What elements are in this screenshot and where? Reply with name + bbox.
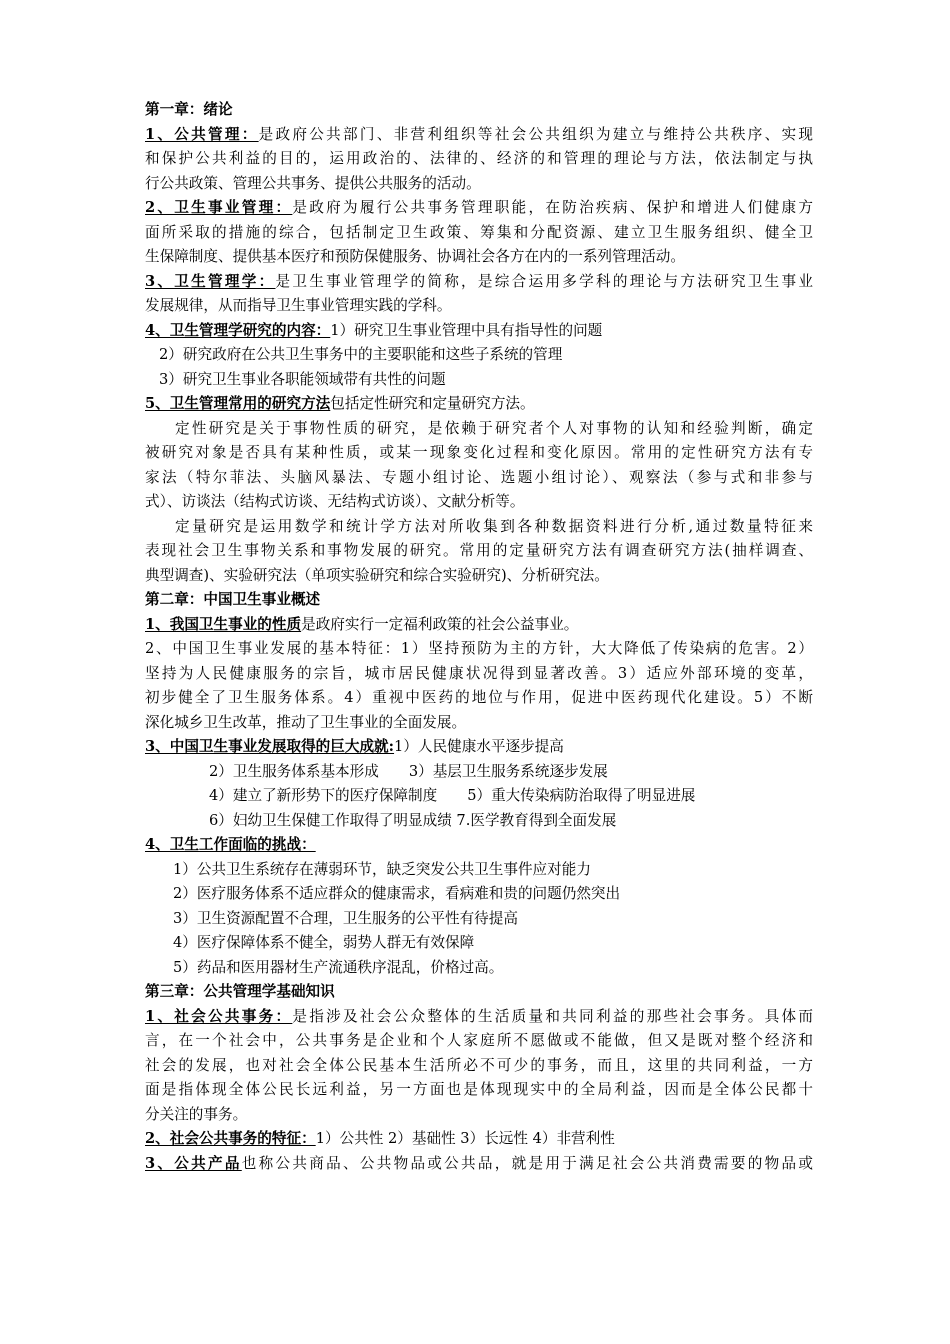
ch2-sec3-line3: 4）建立了新形势下的医疗保障制度 5）重大传染病防治取得了明显进展 (209, 787, 696, 804)
ch1-sec3-heading: 3、卫生管理学： (145, 272, 276, 290)
ch2-sec3-line4: 6）妇幼卫生保健工作取得了明显成绩 7.医学教育得到全面发展 (209, 811, 617, 829)
ch1-sec4-item3: 3）研究卫生事业各职能领域带有共性的问题 (159, 370, 446, 388)
ch1-qualitative-line4: 式）、访谈法（结构式访谈、无结构式访谈）、文献分析等。 (145, 493, 525, 510)
ch1-quantitative-line2: 表现社会卫生事物关系和事物发展的研究。常用的定量研究方法有调查研究方法(抽样调查、 (145, 542, 813, 559)
ch1-sec4-heading: 4、卫生管理学研究的内容： (145, 321, 331, 339)
ch1-sec2-heading: 2、卫生事业管理： (145, 199, 293, 216)
ch1-qualitative-line3: 家法（特尔菲法、头脑风暴法、专题小组讨论、选题小组讨论）、观察法（参与式和非参与 (145, 468, 813, 486)
ch1-sec4-item2: 2）研究政府在公共卫生事务中的主要职能和这些子系统的管理 (159, 346, 563, 363)
document-page (145, 98, 813, 1176)
ch2-challenge-item: 1）公共卫生系统存在薄弱环节，缺乏突发公共卫生事件应对能力 (173, 860, 591, 878)
ch1-sec2-line3: 生保障制度、提供基本医疗和预防保健服务、协调社会各方在内的一系列管理活动。 (145, 248, 685, 265)
ch1-sec4-line1: 4、卫生管理学研究的内容：1）研究卫生事业管理中具有指导性的问题 (145, 321, 603, 339)
ch1-quantitative-line3: 典型调查)、实验研究法（单项实验研究和综合实验研究)、分析研究法。 (145, 566, 609, 584)
chapter-3-title: 第三章：公共管理学基础知识 (145, 983, 335, 1000)
ch1-sec1-line2: 和保护公共利益的目的，运用政治的、法律的、经济的和管理的理论与方法，依法制定与执 (145, 150, 813, 167)
ch1-sec5-line1: 5、卫生管理常用的研究方法包括定性研究和定量研究方法。 (145, 395, 535, 412)
ch2-sec2-line3: 初步健全了卫生服务体系。4）重视中医药的地位与作用，促进中医药现代化建设。5）不断 (145, 689, 813, 706)
ch2-sec4-heading: 4、卫生工作面临的挑战： (145, 836, 316, 853)
ch1-sec1-heading: 1、公共管理： (145, 125, 259, 143)
ch3-sec1-line3: 社会的发展，也对社会全体公民基本生活所必不可少的事务，而且，这里的共同利益，一方 (145, 1056, 813, 1074)
ch2-sec2-line2: 坚持为人民健康服务的宗旨，城市居民健康状况得到显著改善。3）适应外部环境的变革， (145, 664, 813, 682)
chapter-1-title: 第一章：绪论 (145, 101, 233, 118)
ch3-sec1-line2: 言，在一个社会中，公共事务是企业和个人家庭所不愿做或不能做，但又是既对整个经济和 (145, 1032, 813, 1049)
ch2-sec3-line1: 3、中国卫生事业发展取得的巨大成就:1）人民健康水平逐步提高 (145, 738, 564, 755)
ch1-sec3-line1: 3、卫生管理学：是卫生事业管理学的简称，是综合运用多学科的理论与方法研究卫生事业 (145, 272, 814, 290)
ch1-sec1-line3: 行公共政策、管理公共事务、提供公共服务的活动。 (145, 174, 481, 192)
ch1-sec2-line2: 面所采取的措施的综合，包括制定卫生政策、筹集和分配资源、建立卫生服务组织、健全卫 (145, 223, 813, 241)
ch2-sec2-line4: 深化城乡卫生改革，推动了卫生事业的全面发展。 (145, 713, 467, 731)
ch2-sec1-heading: 1、我国卫生事业的性质 (145, 615, 302, 633)
ch1-quantitative-line1: 定量研究是运用数学和统计学方法对所收集到各种数据资料进行分析,通过数量特征来 (175, 517, 813, 535)
ch3-sec3-line1: 3、公共产品也称公共商品、公共物品或公共品，就是用于满足社会公共消费需要的物品或 (145, 1154, 813, 1172)
ch1-sec1-line1: 1、公共管理：是政府公共部门、非营利组织等社会公共组织为建立与维持公共秩序、实现 (145, 125, 813, 143)
ch2-challenge-item: 4）医疗保障体系不健全，弱势人群无有效保障 (173, 934, 475, 951)
ch3-sec1-heading: 1、社会公共事务： (145, 1007, 293, 1025)
ch2-sec4-line1 (145, 833, 813, 858)
ch1-sec5-heading: 5、卫生管理常用的研究方法 (145, 395, 331, 412)
ch3-sec1-line1: 1、社会公共事务：是指涉及社会公众整体的生活质量和共同利益的那些社会事务。具体而 (145, 1007, 813, 1025)
ch3-sec1-line5: 分关注的事务。 (145, 1105, 248, 1123)
ch2-sec3-heading: 3、中国卫生事业发展取得的巨大成就: (145, 738, 395, 755)
ch1-sec2-line1: 2、卫生事业管理：是政府为履行公共事务管理职能，在防治疾病、保护和增进人们健康方 (145, 199, 813, 216)
ch2-sec1-line1: 1、我国卫生事业的性质是政府实行一定福利政策的社会公益事业。 (145, 615, 579, 633)
ch2-challenge-item: 3）卫生资源配置不合理，卫生服务的公平性有待提高 (173, 909, 518, 927)
ch1-qualitative-line1: 定性研究是关于事物性质的研究，是依赖于研究者个人对事物的认知和经验判断，确定 (175, 419, 813, 437)
ch2-sec2-line1: 2、中国卫生事业发展的基本特征：1）坚持预防为主的方针，大大降低了传染病的危害。2） (145, 640, 813, 657)
ch3-sec3-heading: 3、公共产品 (145, 1154, 242, 1172)
ch1-qualitative-line2: 被研究对象是否具有某种性质，或某一现象变化过程和变化原因。常用的定性研究方法有专 (145, 444, 813, 461)
ch3-sec2-line1: 2、社会公共事务的特征：1）公共性 2）基础性 3）长远性 4）非营利性 (145, 1130, 615, 1147)
ch1-sec3-line2: 发展规律，从而指导卫生事业管理实践的学科。 (145, 297, 452, 314)
ch2-sec3-line2: 2）卫生服务体系基本形成 3）基层卫生服务系统逐步发展 (209, 762, 608, 780)
chapter-2-title: 第二章：中国卫生事业概述 (145, 591, 321, 608)
ch3-sec1-line4: 面是指体现全体公民长远利益，另一方面也是体现现实中的全局利益，因而是全体公民都十 (145, 1081, 813, 1098)
ch3-sec2-heading: 2、社会公共事务的特征： (145, 1130, 316, 1147)
ch2-challenge-item: 5）药品和医用器材生产流通秩序混乱，价格过高。 (173, 958, 504, 976)
ch2-challenge-item: 2）医疗服务体系不适应群众的健康需求，看病难和贵的问题仍然突出 (173, 885, 621, 902)
